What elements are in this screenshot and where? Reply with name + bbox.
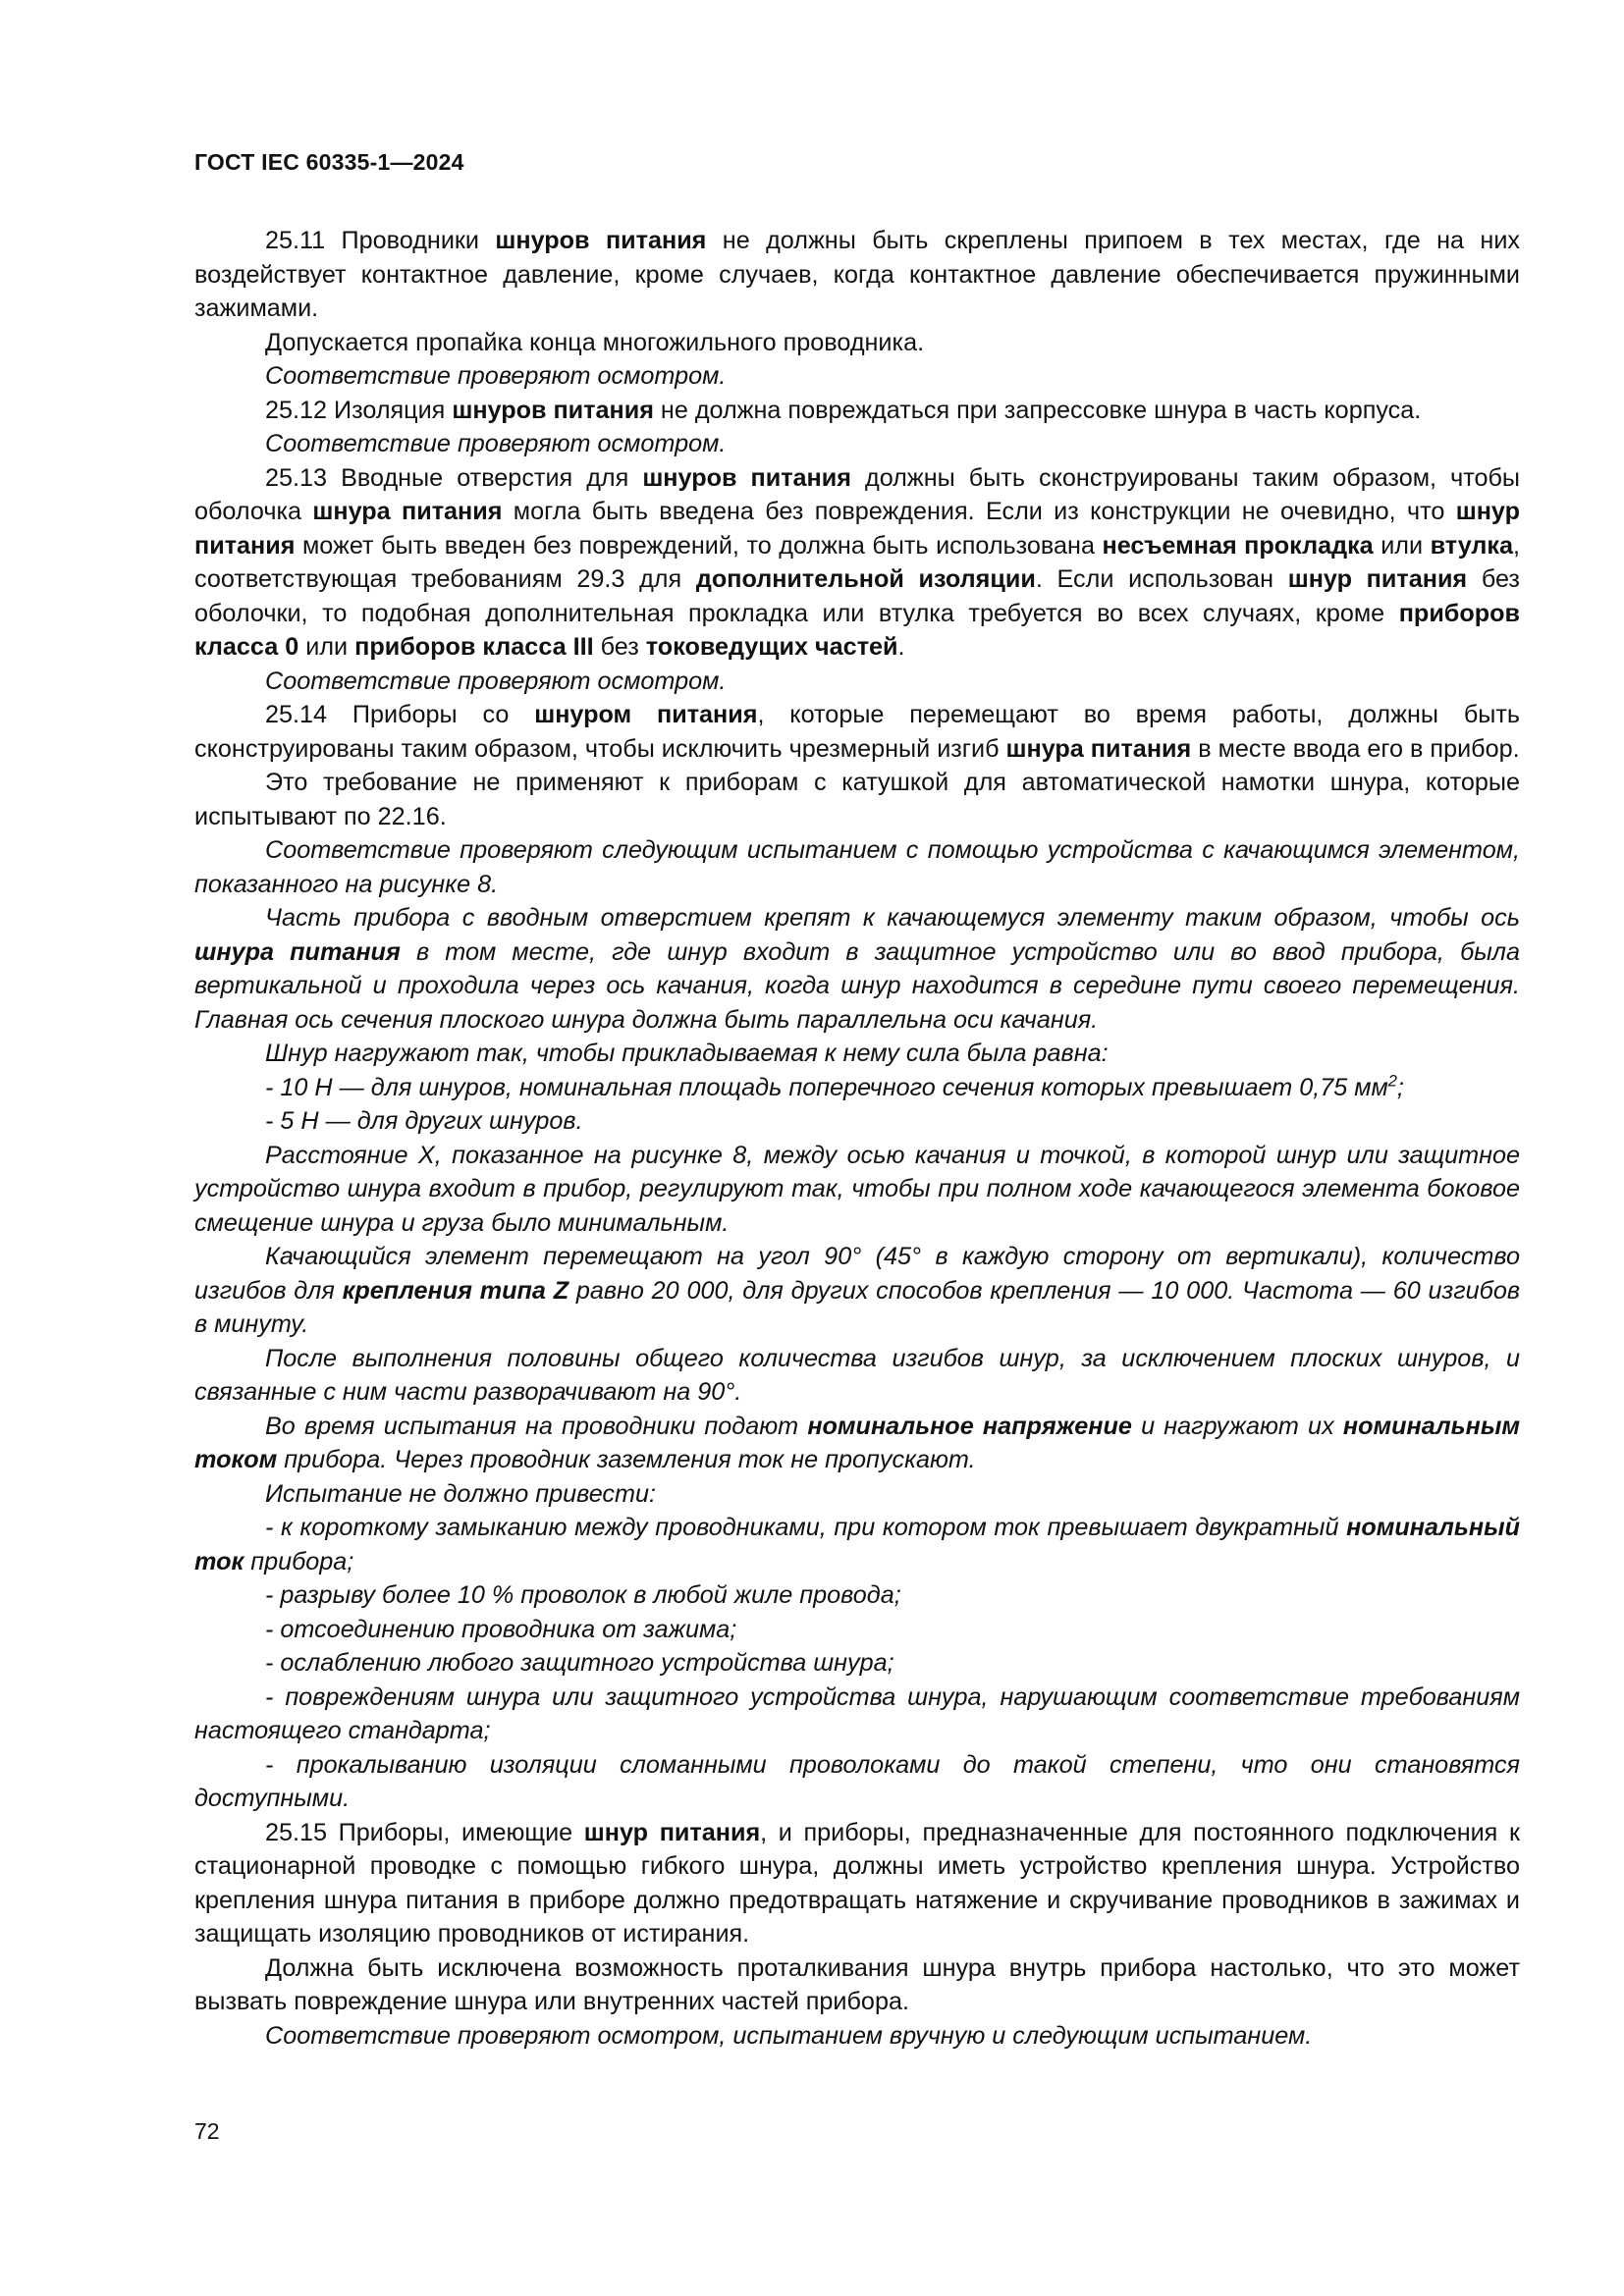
text-run: или (298, 633, 355, 661)
text-run: - 10 Н — для шнуров, номинальная площадь поперечного сечения которых превышает 0,75 мм (265, 1073, 1388, 1101)
paragraph (194, 1342, 1520, 1410)
text-run: должны быть сконструированы таким образом, чтобы оболочка (194, 463, 1520, 525)
bold-term: несъемная прокладка (1102, 531, 1374, 560)
paragraph (194, 461, 1520, 665)
bold-term: дополнительной изоляции (695, 565, 1036, 593)
paragraph (194, 1613, 1520, 1647)
text-run: После выполнения половины общего количества изгибов шнур, за исключением плоских шнуров, и связанные с ним части разворачивают на 90°. (194, 1344, 1520, 1406)
text-run: без (593, 633, 646, 661)
paragraph (194, 224, 1520, 326)
bold-term: шнуров питания (642, 463, 851, 492)
bold-term: шнур питания (194, 498, 1520, 560)
bold-term: крепления типа Z (342, 1276, 569, 1305)
bold-term: приборов класса III (354, 633, 594, 661)
text-run: в том месте, где шнур входит в защитное устройство или во ввод прибора, была вертикальной и проходила через ось качания, когда шнур находится в середине пути своего перемещения. Главная ось сечения плоского шнура должна быть параллельна оси качания. (194, 937, 1520, 1034)
text-run: . Если использован (1035, 565, 1288, 593)
text-run: может быть введен без повреждений, то должна быть использована (295, 531, 1103, 560)
paragraph (194, 901, 1520, 1037)
text-run: Должна быть исключена возможность проталкивания шнура внутрь прибора настолько, что это может вызвать повреждение шнура или внутренних частей прибора. (194, 1953, 1520, 2015)
text-run: прибора; (244, 1547, 354, 1575)
text-run: Соответствие проверяют осмотром, испытанием вручную и следующим испытанием. (265, 2021, 1313, 2050)
bold-term: шнура питания (194, 937, 401, 966)
bold-term: номинальный ток (194, 1514, 1520, 1575)
text-run: 25.12 Изоляция (265, 396, 453, 424)
text-run: не должна повреждаться при запрессовке шнура в часть корпуса. (653, 396, 1422, 424)
paragraph (194, 1681, 1520, 1748)
text-run: Это требование не применяют к приборам с катушкой для автоматической намотки шнура, которые испытывают по 22.16. (194, 769, 1520, 830)
bold-term: токоведущих частей (645, 633, 898, 661)
paragraph (194, 2019, 1520, 2054)
text-run: ; (1396, 1073, 1404, 1101)
bold-term: шнуром питания (534, 701, 758, 728)
text-run: не должны быть скреплены припоем в тех местах, где на них воздействует контактное давление, кроме случаев, когда контактное давление обеспечивается пружинными зажимами. (194, 227, 1520, 322)
paragraph (194, 1646, 1520, 1681)
paragraph (194, 1139, 1520, 1241)
text-run: - ослаблению любого защитного устройства шнура; (265, 1649, 894, 1677)
paragraph (194, 326, 1520, 360)
paragraph (194, 394, 1520, 428)
paragraph (194, 833, 1520, 901)
bold-term: шнур питания (583, 1818, 761, 1846)
text-run: 25.15 Приборы, имеющие (265, 1818, 584, 1846)
text-run: Шнур нагружают так, чтобы прикладываемая к нему сила была равна: (265, 1040, 1109, 1067)
text-run: и нагружают их (1131, 1412, 1343, 1440)
paragraph (194, 698, 1520, 766)
text-run: 25.13 Вводные отверстия для (265, 463, 643, 492)
text-run: Допускается пропайка конца многожильного проводника. (265, 328, 925, 356)
text-run: , которые перемещают во время работы, должны быть сконструированы таким образом, чтобы исключить чрезмерный изгиб (194, 701, 1521, 763)
text-run: - 5 Н — для других шнуров. (265, 1107, 583, 1135)
bold-term: номинальное напряжение (807, 1412, 1132, 1440)
bold-term: приборов класса 0 (194, 599, 1520, 661)
paragraph (194, 1951, 1520, 2019)
text-run: Соответствие проверяют осмотром. (265, 430, 727, 457)
text-run: Расстояние X, показанное на рисунке 8, между осью качания и точкой, в которой шнур или защитное устройство шнура входит в прибор, регулируют так, чтобы при полном ходе качающегося элемента боковое смещение шнура и груза было минимальным. (194, 1141, 1520, 1237)
text-run: - отсоединению проводника от зажима; (265, 1615, 737, 1643)
text-run: без оболочки, то подобная дополнительная прокладка или втулка требуется во всех случаях, кроме (194, 565, 1520, 627)
paragraph (194, 1410, 1520, 1477)
bold-term: втулка (1430, 531, 1513, 560)
text-run: . (897, 633, 905, 661)
text-run: 25.11 Проводники (265, 227, 496, 254)
paragraph (194, 359, 1520, 394)
paragraph (194, 1578, 1520, 1613)
bold-term: шнуров питания (495, 227, 707, 254)
text-run: Испытание не должно привести: (265, 1479, 657, 1508)
text-run: прибора. Через проводник заземления ток не пропускают. (277, 1446, 976, 1473)
paragraph (194, 427, 1520, 461)
bold-term: шнура питания (312, 498, 503, 525)
paragraph (194, 1816, 1520, 1951)
page-number: 72 (194, 2118, 220, 2144)
text-run: Качающийся элемент перемещают на угол 90° (45° в каждую сторону от вертикали), количество изгибов для (194, 1243, 1520, 1305)
text-run: , соответствующая требованиям 29.3 для (194, 531, 1520, 593)
text-run: Часть прибора с вводным отверстием крепят к качающемуся элементу таким образом, чтобы ось (265, 904, 1520, 932)
paragraph (194, 665, 1520, 699)
paragraph (194, 766, 1520, 833)
paragraph (194, 1477, 1520, 1512)
text-run: в месте ввода его в прибор. (1191, 734, 1520, 763)
text-run: могла быть введена без повреждения. Если из конструкции не очевидно, что (502, 498, 1456, 525)
text-run: Соответствие проверяют следующим испытанием с помощью устройства с качающимся элементом, показанного на рисунке 8. (194, 836, 1520, 898)
text-run: равно 20 000, для других способов крепления — 10 000. Частота — 60 изгибов в минуту. (194, 1276, 1520, 1338)
paragraph (194, 1037, 1520, 1071)
paragraph (194, 1104, 1520, 1139)
bold-term: шнура питания (1005, 734, 1192, 763)
document-header: ГОСТ IEC 60335-1—2024 (194, 149, 464, 175)
bold-term: номинальным током (194, 1412, 1520, 1473)
text-run: - повреждениям шнура или защитного устройства шнура, нарушающим соответствие требованиям настоящего стандарта; (194, 1682, 1520, 1744)
text-run: , и приборы, предназначенные для постоянного подключения к стационарной проводке с помощью гибкого шнура, должны иметь устройство крепления шнура. Устройство крепления шнура питания в приборе должно предотвращать натяжение и скручивание проводников в зажимах и защищать изоляцию проводников от истирания. (194, 1818, 1520, 1948)
paragraph (194, 1240, 1520, 1342)
superscript: 2 (1387, 1072, 1397, 1091)
text-run: 25.14 Приборы со (265, 701, 535, 728)
paragraph (194, 1511, 1520, 1578)
text-run: - разрыву более 10 % проволок в любой жиле провода; (265, 1581, 901, 1609)
paragraph (194, 1071, 1520, 1105)
text-run: Соответствие проверяют осмотром. (265, 667, 727, 695)
bold-term: шнур питания (1287, 565, 1468, 593)
text-run: Соответствие проверяют осмотром. (265, 362, 727, 390)
text-run: - к короткому замыканию между проводниками, при котором ток превышает двукратный (265, 1514, 1347, 1541)
paragraph (194, 1748, 1520, 1816)
text-run: Во время испытания на проводники подают (265, 1412, 808, 1440)
text-run: или (1373, 531, 1431, 560)
bold-term: шнуров питания (452, 396, 654, 424)
document-body (194, 224, 1520, 2053)
text-run: - прокалыванию изоляции сломанными проволоками до такой степени, что они становятся доступными. (194, 1750, 1520, 1812)
